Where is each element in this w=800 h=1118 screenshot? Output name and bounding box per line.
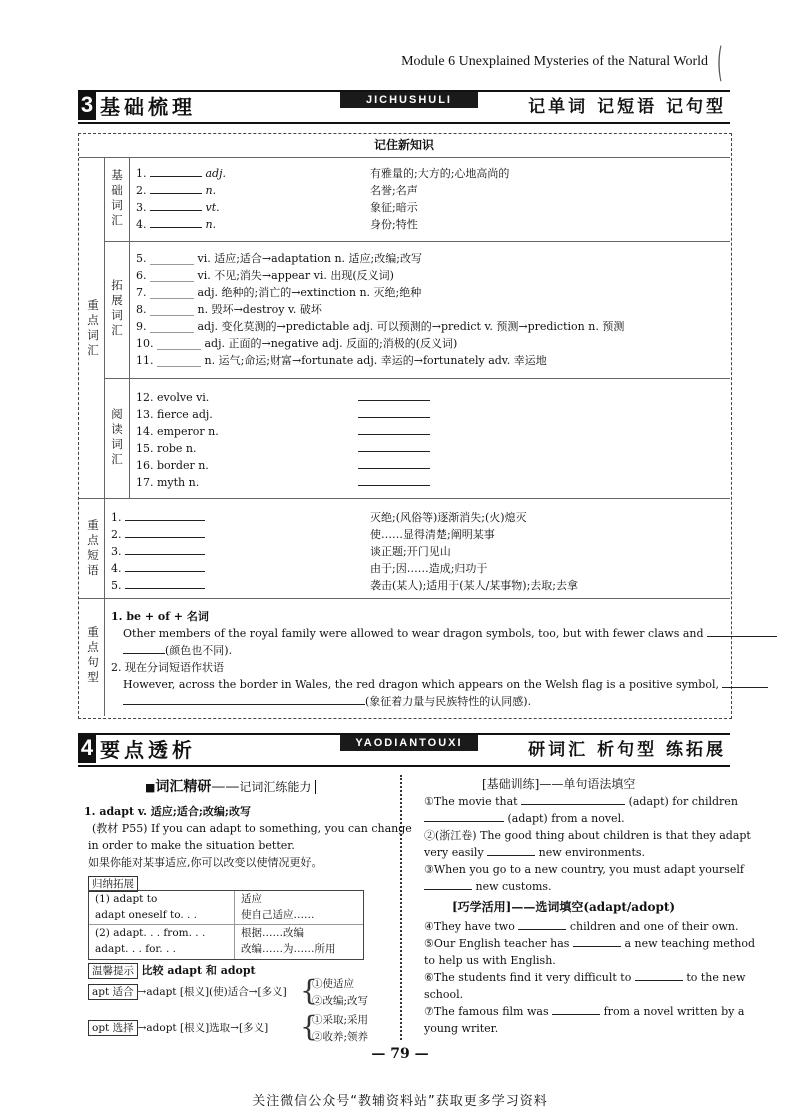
sentence-1: Other members of the royal family were allowed to wear dragon symbols, too, but with fewer claws and <box>111 625 777 642</box>
list-item: 3. vt. <box>136 201 220 214</box>
list-item: 7. ________ adj. 绝种的;消亡的→extinction n. 灭绝;绝种 <box>136 286 422 299</box>
list-item: (adapt) from a novel. <box>424 810 751 827</box>
basic-vocab-label: 基 础 词 汇 <box>111 168 123 227</box>
list-item: ①The movie that (adapt) for children <box>424 795 738 808</box>
vocab-study-heading: ■词汇精研——记词汇练能力 <box>145 776 316 796</box>
list-item: 2. <box>111 526 205 543</box>
section-3-banner <box>78 90 730 124</box>
list-item: 13. fierce adj. <box>136 408 213 421</box>
divider <box>104 241 730 242</box>
list-item: young writer. <box>424 1022 499 1035</box>
bookmark-icon: ■ <box>145 781 156 794</box>
tip-row: 温馨提示 比较 adapt 和 adopt <box>88 962 256 979</box>
page-number: — 79 — <box>371 1046 429 1062</box>
list-item: 1. adj. <box>136 167 227 180</box>
list-item: 10. ________ adj. 正面的→negative adj. 反面的;消极的(反义词) <box>136 337 458 350</box>
column-separator <box>400 775 402 1040</box>
list-item: 3. <box>111 543 205 560</box>
summary-tag: 归纳拓展 <box>88 872 138 892</box>
list-item: to help us with English. <box>424 954 556 967</box>
key-phrases-meanings: 灭绝;(风俗等)逐渐消失;(火)熄灭 使……显得清楚;阐明某事 谈正题;开门见山 由于;因……造成;归功于 袭击(某人);适用于(某人/某事物);去取;去拿 <box>370 511 578 592</box>
section-4-title: 要点透析 <box>100 738 196 762</box>
basic-vocab-list <box>136 165 226 233</box>
key-phrases-label: 重 点 短 语 <box>87 518 99 577</box>
textbook-example-en-2: in order to make the situation better. <box>88 839 295 852</box>
list-item: 1. <box>111 509 205 526</box>
opt-meanings: ①采取;采用 ②收养;领养 <box>312 1014 369 1043</box>
basic-training-heading: [基础训练]——单句语法填空 <box>482 777 636 791</box>
list-item: new customs. <box>424 878 751 895</box>
textbook-example-en-1: (教材 P55) If you can adapt to something, you can change <box>92 822 412 835</box>
sentence-pattern-2: 2. 现在分词短语作状语 <box>111 661 224 674</box>
reading-vocab-blanks <box>358 389 430 491</box>
divider <box>104 157 105 498</box>
divider <box>104 378 730 379</box>
list-item: 2. n. <box>136 184 217 197</box>
list-item: 12. evolve vi. <box>136 391 210 404</box>
list-item: ②(浙江卷) The good thing about children is that they adapt <box>424 829 751 842</box>
apt-derivation: apt 适合 →adapt [根义](使)适合→[多义] <box>88 984 287 1001</box>
list-item: 6. ________ vi. 不见;消失→appear vi. 出现(反义词) <box>136 269 394 282</box>
list-item: 14. emperor n. <box>136 425 219 438</box>
key-phrases-list <box>111 509 205 594</box>
list-item: very easily new environments. <box>424 846 646 859</box>
key-vocab-label: 重 点 词 汇 <box>87 298 99 357</box>
list-item: 4. <box>111 560 205 577</box>
section-4-pinyin: YAODIANTOUXI <box>340 735 478 751</box>
list-item: ④They have two children and one of their own. <box>424 920 739 933</box>
list-item: 5. ________ vi. 适应;适合→adaptation n. 适应;改编;改写 <box>136 252 422 265</box>
section-3-title: 基础梳理 <box>100 95 196 119</box>
basic-vocab-meanings: 有雅量的;大方的;心地高尚的 名誉;名声 象征;暗示 身份;特性 <box>370 167 510 231</box>
list-item: ⑦The famous film was from a novel written by a <box>424 1005 745 1018</box>
header-bracket-decoration: ( <box>717 40 723 86</box>
sentence-pattern-1: 1. be + of + 名词 <box>111 610 209 623</box>
exercise-list <box>424 793 751 895</box>
exercise-list-2 <box>424 918 755 1037</box>
divider <box>79 498 730 499</box>
section-3-number: 3 <box>78 90 96 120</box>
knowledge-table-title: 记住新知识 <box>373 138 434 152</box>
list-item: 17. myth n. <box>136 476 200 489</box>
opt-derivation: opt 选择 →adopt [根义]选取→[多义] <box>88 1020 268 1037</box>
textbook-example-cn: 如果你能对某事适应,你可以改变以使情况更好。 <box>88 856 323 869</box>
list-item: 16. border n. <box>136 459 209 472</box>
list-item: 8. ________ n. 毁坏→destroy v. 破坏 <box>136 303 322 316</box>
divider <box>79 598 730 599</box>
divider <box>129 157 130 498</box>
list-item: 9. ________ adj. 变化莫测的→predictable adj. 可以预测的→predict v. 预测→prediction n. 预测 <box>136 320 625 333</box>
divider <box>104 498 105 598</box>
extended-vocab-list <box>136 250 624 369</box>
list-item: 15. robe n. <box>136 442 197 455</box>
list-item: 4. n. <box>136 218 217 231</box>
divider <box>79 157 730 158</box>
list-item: ③When you go to a new country, you must adapt yourself <box>424 863 744 876</box>
footer-note: 关注微信公众号“教辅资料站”获取更多学习资料 <box>252 1094 548 1109</box>
extended-vocab-label: 拓 展 词 汇 <box>111 278 123 337</box>
key-sentences-label: 重 点 句 型 <box>87 625 99 684</box>
section-4-slogan: 研词汇 析句型 练拓展 <box>528 740 726 760</box>
section-4-number: 4 <box>78 733 96 763</box>
sentence-2: However, across the border in Wales, the red dragon which appears on the Welsh flag is a positive symbol, <box>111 676 777 693</box>
list-item: ⑤Our English teacher has a new teaching method <box>424 937 755 950</box>
list-item: ⑥The students find it very difficult to to the new <box>424 971 746 984</box>
divider <box>104 598 105 716</box>
apt-meanings: ①使适应 ②改编;改写 <box>312 978 369 1007</box>
reading-vocab-label: 阅 读 词 汇 <box>111 407 123 466</box>
section-3-pinyin: JICHUSHULI <box>340 92 478 108</box>
skill-use-heading: [巧学活用]——选词填空(adapt/adopt) <box>452 900 676 914</box>
key-sentences: 1. be + of + 名词 Other members of the royal family were allowed to wear dragon symbols, too, but with fewer claws and (颜色也不同). 2. 现在分词短语作状语 However, across the border in Wales, the red dragon which appears on the Welsh flag is a positive symbol, (象征着力量与民族特性的认同感). <box>111 608 777 710</box>
list-item: 11. ________ n. 运气;命运;财富→fortunate adj. 幸运的→fortunately adv. 幸运地 <box>136 354 547 367</box>
summary-table: (1) adapt to 适应 adapt oneself to. . . 使自己适应…… (2) adapt. . . from. . . 根据……改编 adapt. . . for. . . 改编……为……所用 <box>88 890 364 960</box>
brace-icon: { <box>300 1010 318 1043</box>
adapt-entry-title: 1. adapt v. 适应;适合;改编;改写 <box>84 805 251 818</box>
list-item: school. <box>424 988 464 1001</box>
section-4-banner <box>78 733 730 767</box>
reading-vocab-list <box>136 389 219 491</box>
running-header: Module 6 Unexplained Mysteries of the Natural World <box>401 54 708 69</box>
list-item: 5. <box>111 577 205 594</box>
section-3-slogan: 记单词 记短语 记句型 <box>528 97 726 117</box>
brace-icon: { <box>300 974 318 1007</box>
